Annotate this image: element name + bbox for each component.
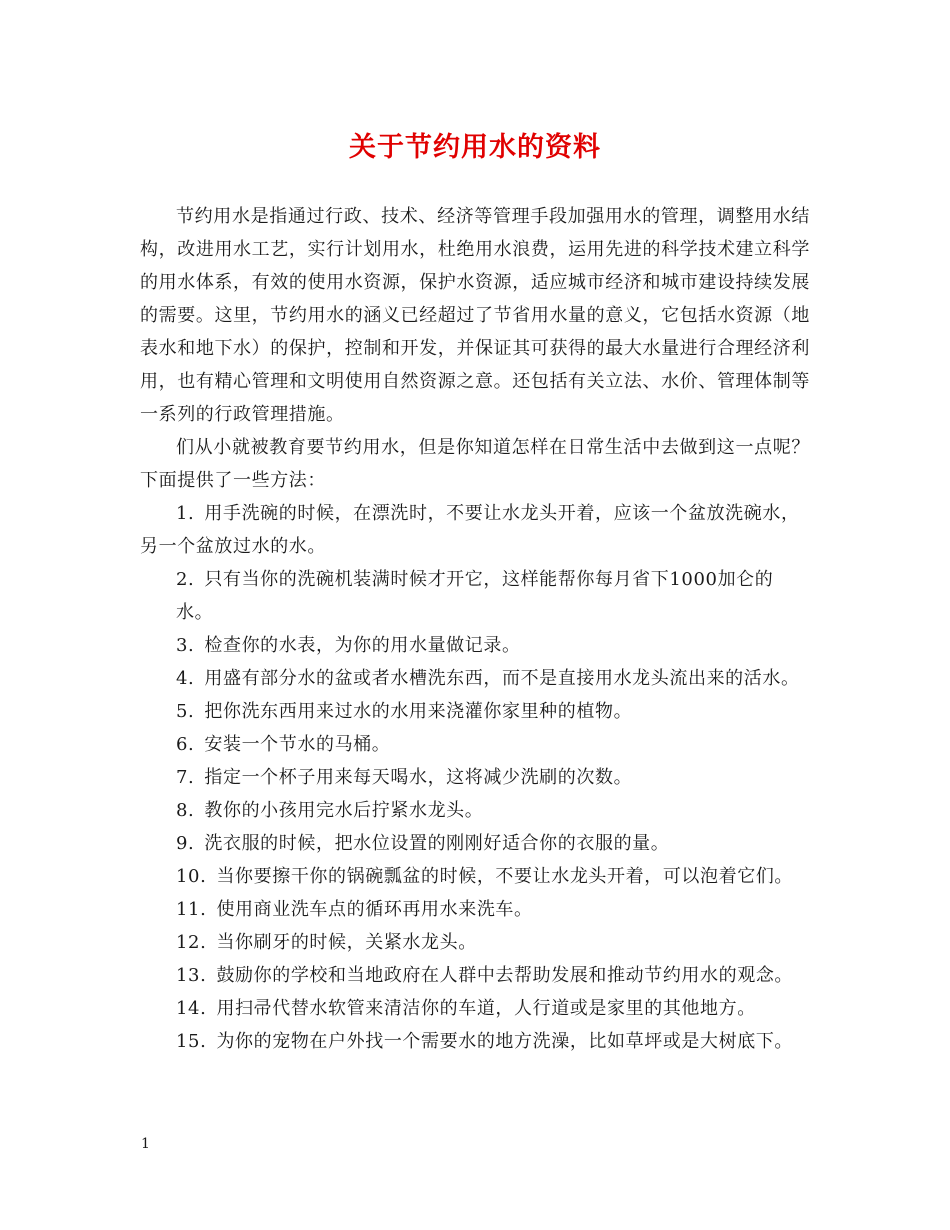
list-item [140,827,810,860]
item-number: 14. [176,998,207,1019]
item-number: 10. [176,866,207,887]
list-item [140,893,810,926]
item-text: 指定一个杯子用来每天喝水，这将减少洗刷的次数。 [204,767,633,788]
list-item [140,992,810,1025]
list-item [140,563,810,629]
item-number: 9. [176,833,195,854]
item-number: 1. [176,503,195,524]
item-text: 安装一个节水的马桶。 [204,734,391,755]
item-number: 7. [176,767,195,788]
list-item [140,629,810,662]
item-text: 只有当你的洗碗机装满时候才开它，这样能帮你每月省下1000加仑的水。 [176,569,774,623]
item-text: 当你要擦干你的锅碗瓢盆的时候，不要让水龙头开着，可以泡着它们。 [216,866,794,887]
methods-intro-paragraph: 们从小就被教育要节约用水，但是你知道怎样在日常生活中去做到这一点呢？下面提供了一些方法： [140,437,810,491]
item-text: 用盛有部分水的盆或者水槽洗东西，而不是直接用水龙头流出来的活水。 [204,668,800,689]
list-item [140,1025,810,1058]
item-text: 把你洗东西用来过水的水用来浇灌你家里种的植物。 [204,701,633,722]
item-number: 13. [176,965,207,986]
list-item [140,761,810,794]
document-title: 关于节约用水的资料 [349,132,601,163]
page-number: 1 [141,1136,150,1152]
item-number: 4. [176,668,195,689]
item-text: 用扫帚代替水软管来清洁你的车道，人行道或是家里的其他地方。 [216,998,756,1019]
tips-list [140,497,810,1058]
item-number: 11. [176,899,207,920]
list-item [140,497,810,563]
item-text: 使用商业洗车点的循环再用水来洗车。 [216,899,533,920]
list-item [140,662,810,695]
item-text: 为你的宠物在户外找一个需要水的地方洗澡，比如草坪或是大树底下。 [216,1031,794,1052]
item-text: 洗衣服的时候，把水位设置的刚刚好适合你的衣服的量。 [204,833,670,854]
item-number: 2. [176,569,195,590]
list-item [140,926,810,959]
item-number: 8. [176,800,195,821]
item-number: 15. [176,1031,207,1052]
item-number: 3. [176,635,195,656]
item-number: 5. [176,701,195,722]
item-text: 当你刷牙的时候，关紧水龙头。 [216,932,477,953]
list-item [140,695,810,728]
list-item [140,959,810,992]
list-item [140,860,810,893]
intro-paragraph: 节约用水是指通过行政、技术、经济等管理手段加强用水的管理，调整用水结构，改进用水工艺，实行计划用水，杜绝用水浪费，运用先进的科学技术建立科学的用水体系，有效的使用水资源，保护水资源，适应城市经济和城市建设持续发展的需要。这里，节约用水的涵义已经超过了节省用水量的意义，它包括水资源（地表水和地下水）的保护，控制和开发，并保证其可获得的最大水量进行合理经济利用，也有精心管理和文明使用自然资源之意。还包括有关立法、水价、管理体制等一系列的行政管理措施。 [140,206,810,425]
document-body [140,200,810,1058]
item-number: 6. [176,734,195,755]
item-text: 教你的小孩用完水后拧紧水龙头。 [204,800,484,821]
list-item [140,794,810,827]
item-text: 用手洗碗的时候，在漂洗时，不要让水龙头开着，应该一个盆放洗碗水，另一个盆放过水的水。 [140,503,800,557]
list-item [140,728,810,761]
item-text: 鼓励你的学校和当地政府在人群中去帮助发展和推动节约用水的观念。 [216,965,794,986]
item-number: 12. [176,932,207,953]
item-text: 检查你的水表，为你的用水量做记录。 [204,635,521,656]
